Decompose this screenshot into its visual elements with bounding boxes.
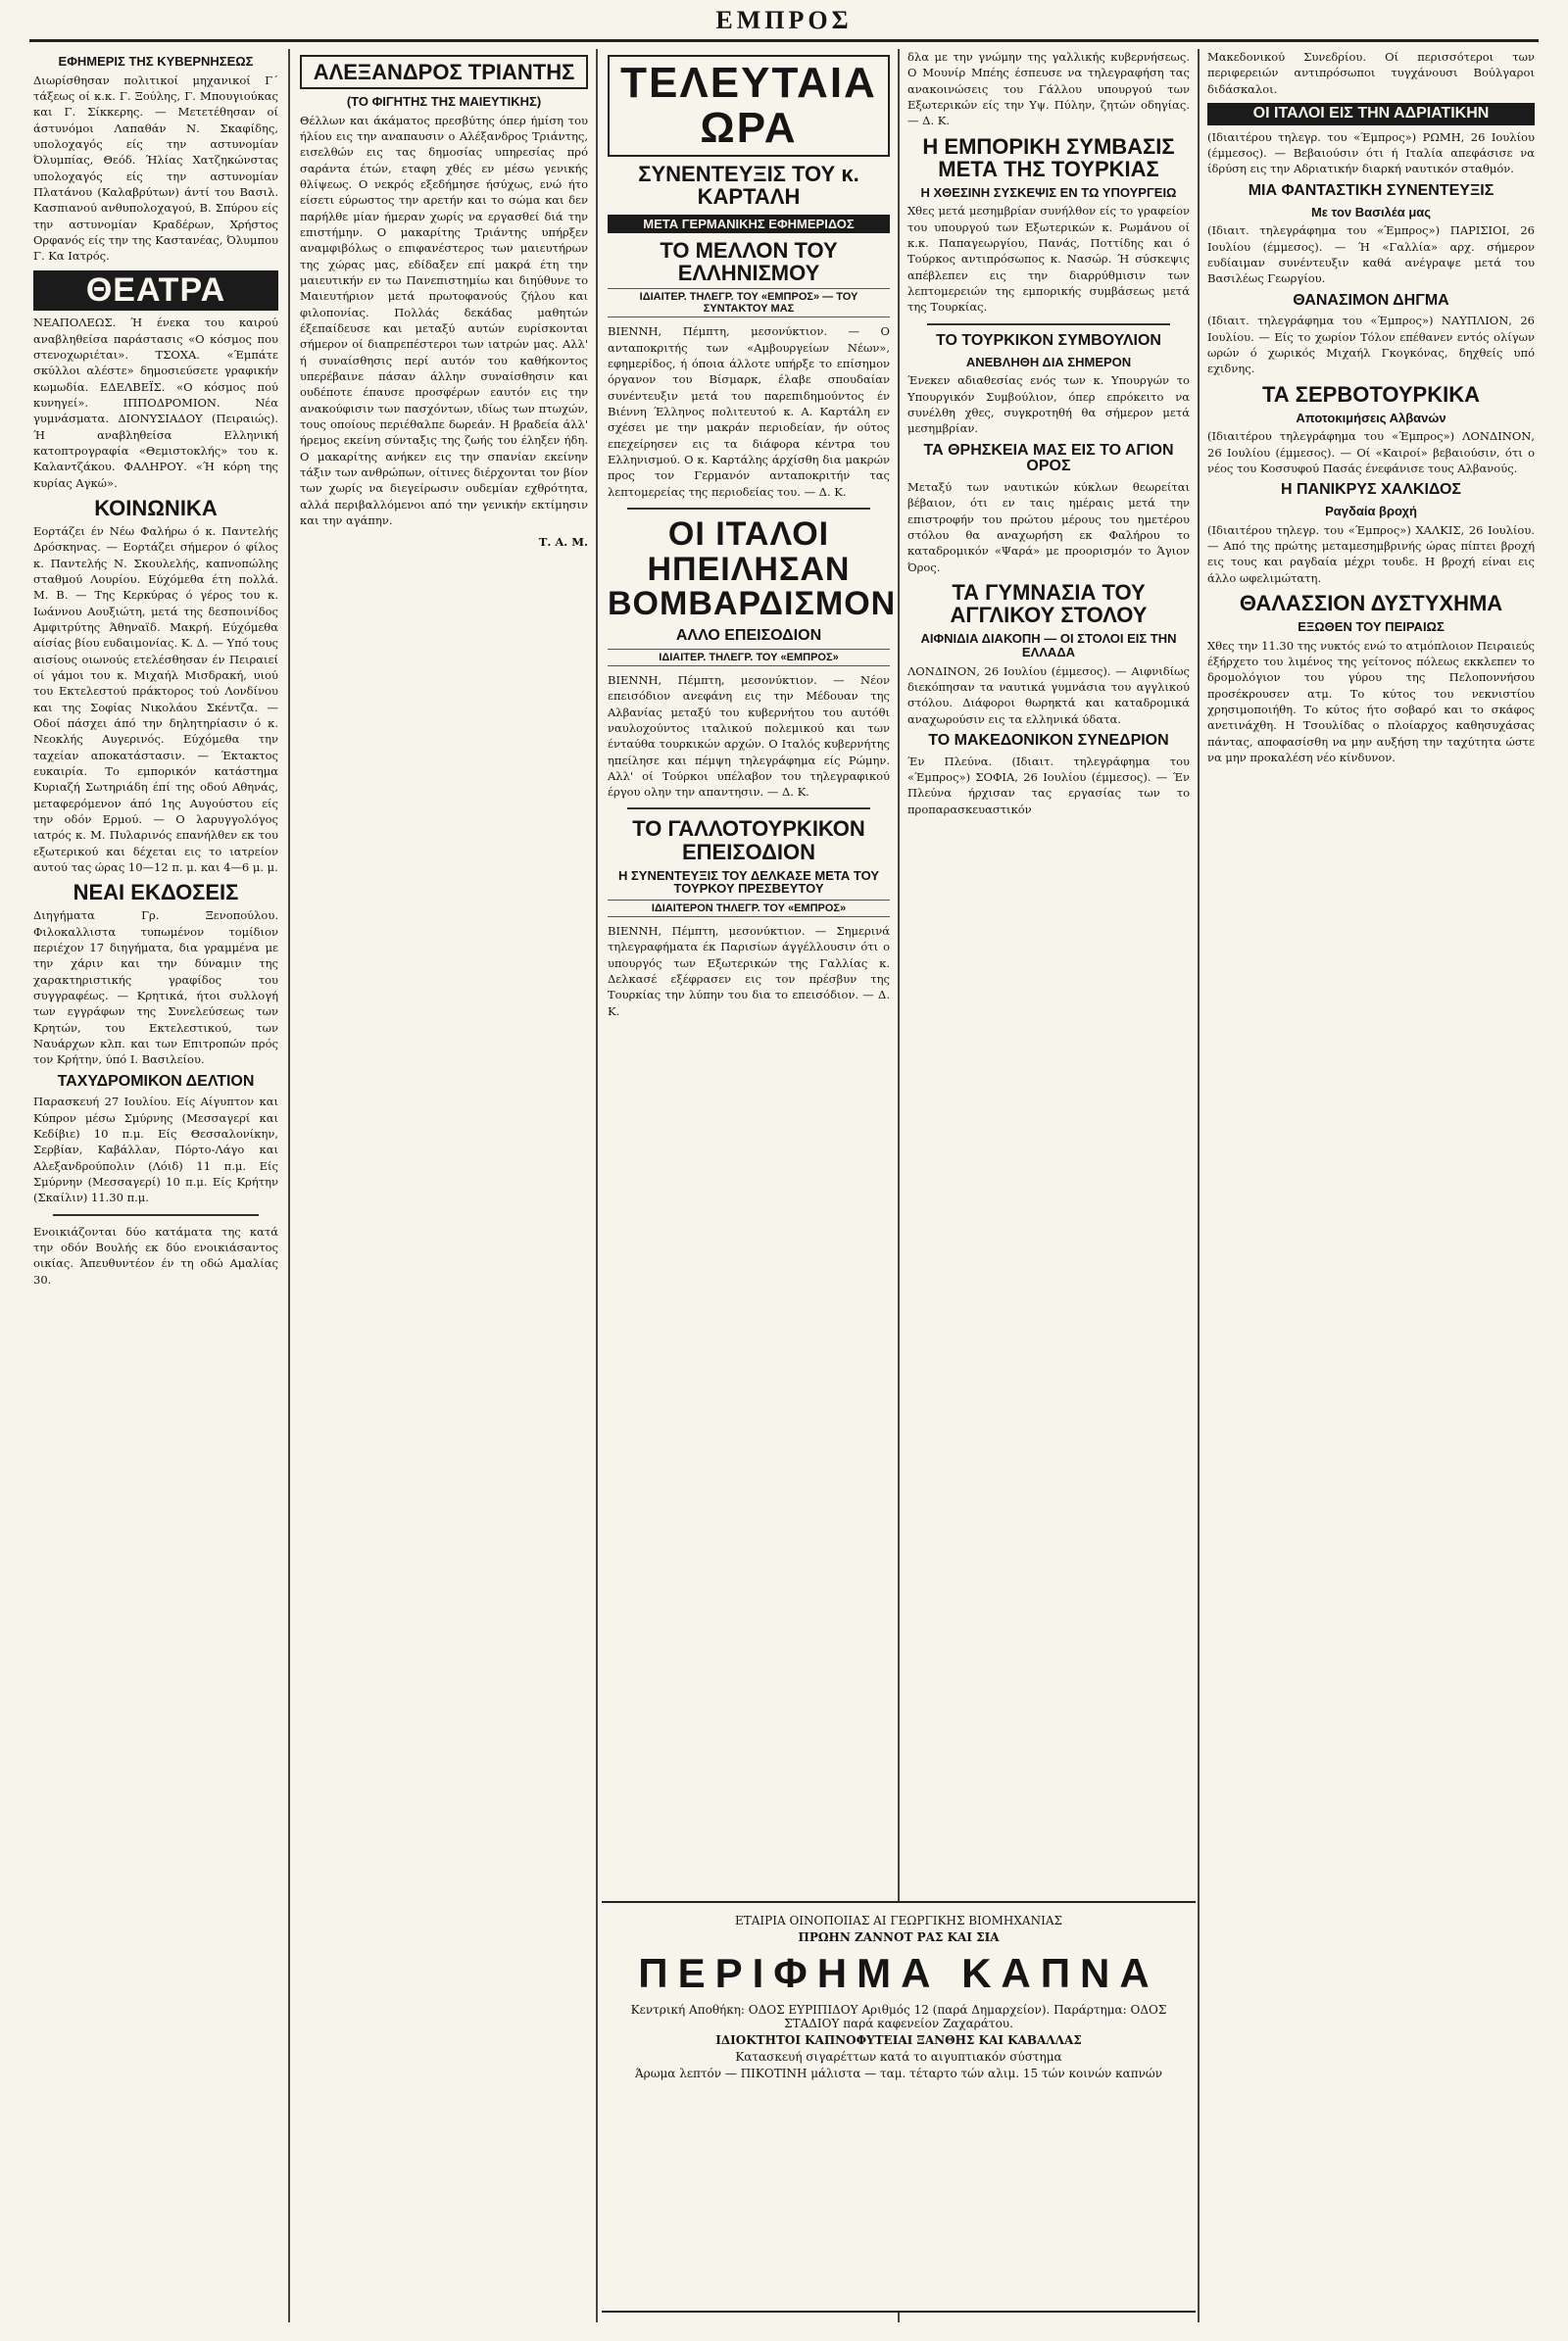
article-neai-ekdoseis: Διηγήματα Γρ. Ξενοπούλου. Φιλοκαλλιστα τυπωμένον τομίδιον περιέχον 17 διηγήματα, δια γραμμένα με την χάριν και την δύναμιν της χαρακτηριστικής γραφίδος του συγγραφέως. — Κρητικά, ήτοι συλλογή των εγγράφων της Συνελεύσεως των Κρητών, του Εκτελεστικού, των Ναυάρχων κλπ. και των Επιτροπών πρός τον Κρήτην, ύπό Ι. Βασιλείου.: [33, 908, 278, 1067]
subheading-triantis: (ΤΟ ΦΙΓΗΤΗΣ ΤΗΣ ΜΑΙΕΥΤΙΚΗΣ): [346, 94, 542, 110]
article-macedonian: Έν Πλεύνα. (Ιδιαιτ. τηλεγράφημα του «Έμπρος») ΣΟΦΙΑ, 26 Ιουλίου (έμμεσος). — Έν Πλεύνα ήρχισαν τας εργασίας των το προπαρασκευαστικόν: [907, 754, 1190, 816]
subheading-panic: Ραγδαία βροχή: [1325, 504, 1417, 519]
article-post: Παρασκευή 27 Ιουλίου. Είς Αίγυπτον και Κύπρον μέσω Σμύρνης (Μεσσαγερί και Κεδίβιε) 10 π.μ. Είς Θεσσαλονίκην, Σερβίαν, Καβάλλαν, Πόρτο-Λάγο και Αλεξανδρούπολιν (Λόιδ) 11 π.μ. Είς Σμύρνην (Μεσσαγερί) 10 π.μ. Είς Κρήτην (Σκαίλιν) 11.30 π.μ.: [33, 1095, 278, 1205]
ad-aroma: Άρωμα λεπτόν — ΠΙΚΟΤΙΝΗ μάλιστα — ταμ. τέταρτο τών αλιμ. 15 τών κοινών καπνών: [634, 2067, 1162, 2080]
ad-company: ΕΤΑΙΡΙΑ ΟΙΝΟΠΟΙΙΑΣ ΑΙ ΓΕΩΡΓΙΚΗΣ ΒΙΟΜΗΧΑΝΙΑΣ: [734, 1914, 1062, 1927]
heading-council: ΤΟ ΤΟΥΡΚΙΚΟΝ ΣΥΜΒΟΥΛΙΟΝ: [936, 331, 1161, 349]
ad-plantations: ΙΔΙΟΚΤΗΤΟΙ ΚΑΠΝΟΦΥΤΕΙΑΙ ΞΑΝΘΗΣ ΚΑΙ ΚΑΒΑΛΛΑΣ: [715, 2033, 1082, 2047]
article-adriatic: (Ιδιαιτέρου τηλεγρ. του «Έμπρος») ΡΩΜΗ, 26 Ιουλίου (έμμεσος). — Βεβαιούσιν ότι ή Ιταλία απεφάσισε να ίδρύση εις την Αδριατικήν διαρκή ναυτικόν σταθμόν.: [1207, 129, 1535, 176]
heading-last-hour: ΤΕΛΕΥΤΑΙΑ ΩΡΑ: [608, 55, 890, 157]
top-rule: [29, 39, 1539, 42]
article-trade: Χθες μετά μεσημβρίαν συνήλθον είς το γραφείον του υπουργού των Εξωτερικών κ. Ρωμάνου οί κ.κ. Παπαγεωργίου, Πανάς, Ποττίδης και ό Τούρκος αντιπρόσωπος κ. Νασώρ. Ή σύσκεψις απέβλεπεν εις την διαρρύθμισιν των λεπτομερειών της εμπορικής συμβάσεως μετά της Τουρκίας.: [907, 204, 1190, 315]
article-sea: Χθες την 11.30 της νυκτός ενώ το ατμόπλοιον Πειραιεύς έξήρχετο του λιμένος της γείτονος πόλεως εκκλεπεν το δρομολόγιον του γύρου της Πελοποννήσου προσέκρουσεν ατμ. Το κύτος του νεκνιστίου χρησιμοποιήθη. Το κύτος ήτο σοβαρό και το σκάφος ανετινάχθη. Η Τσουλίδας ο πλοίαρχος καθησυχάσας πάντας, αποφασίσθη να μην αυξήση την ταχύτητα ώστε να μην προκαλέση νέο κίνδυνον.: [1207, 638, 1535, 765]
article-ephemerides: Διωρίσθησαν πολιτικοί μηχανικοί Γ΄ τάξεως οί κ.κ. Γ. Ξούλης, Γ. Μπουγιούκας και Γ. Σίκκερης. — Μετετέθησαν οί άστυνόμοι Λαπαθάν Ν. Σκαφίδης, υπολοχαγός είς την αστυνομίαν Όλυμπίας, Θεόδ. Ήλίας Χατζηκώνστας υπολοχαγός είς την αστυνομίαν Πλατάνου (Καλαβρύτων) άντί του Βασιλ. Κασπιανού ανθυπολοχαγού, Β. Σπύρου είς την αστυνομίαν Κραδέρων, Χρήστος Ορφανός είς την της Καστανέας, Όλυμπου Γ. Κα Ιατρός.: [33, 73, 278, 264]
column-divider: [1198, 49, 1200, 2322]
subheading-fleet: ΑΙΦΝΙΔΙΑ ΔΙΑΚΟΠΗ — ΟΙ ΣΤΟΛΟΙ ΕΙΣ ΤΗΝ ΕΛΛΑΔΑ: [920, 631, 1177, 659]
article-fantastic: (Ιδιαιτ. τηλεγράφημα του «Έμπρος») ΠΑΡΙΣΙΟΙ, 26 Ιουλίου (έμμεσος). — Ή «Γαλλία» αρχ. σήμερον ευδίαιμαν συνέντευξιν καθά ανέγραψε μετά του Βασιλέως Γεωργίου.: [1207, 223, 1535, 286]
heading-koinonika: ΚΟΙΝΩΝΙΚΑ: [94, 495, 218, 520]
column-1: [27, 49, 284, 2322]
heading-triantis: ΑΛΕΞΑΝΔΡΟΣ ΤΡΙΑΝΤΗΣ: [300, 55, 588, 89]
article-death: (Ιδιαιτ. τηλεγράφημα του «Έμπρος») ΝΑΥΠΛΙΟΝ, 26 Ιουλίου. — Είς το χωρίον Τόλον επέθανεν εντός ολίγων ωρών ό χωρικός Μιχαήλ Γκογκόνας, δηχθείς υπό εχιδνης.: [1207, 314, 1535, 376]
article-gallo: ΒΙΕΝΝΗ, Πέμπτη, μεσονύκτιον. — Σημερινά τηλεγραφήματα έκ Παρισίων άγγέλλουσιν ότι ο υπουργός των Εξωτερικών της Γαλλίας κ. Δελκασέ εξέφρασεν εις τον πρέσβυν της Τουρκίας την λύπην του δια το επεισόδιον. — Δ. Κ.: [608, 923, 890, 1018]
ad-address: Κεντρική Αποθήκη: ΟΔΟΣ ΕΥΡΙΠΙΔΟΥ Αριθμός 12 (παρά Δημαρχείον). Παράρτημα: ΟΔΟΣ ΣΤΑΔΙΟΥ παρά καφενείον Ζαχαράτου.: [630, 2003, 1167, 2030]
heading-italoi: ΟΙ ΙΤΑΛΟΙ ΗΠΕΙΛΗΣΑΝ ΒΟΜΒΑΡΔΙΣΜΟΝ: [608, 515, 896, 623]
subheading-interview: ΜΕΤΑ ΓΕΡΜΑΝΙΚΗΣ ΕΦΗΜΕΡΙΔΟΣ: [608, 215, 890, 234]
article-serb: (Ιδιαιτέρου τηλεγράφημα του «Έμπρος») ΛΟΝΔΙΝΟΝ, 26 Ιουλίου (έμμεσος). — Οί «Καιροί» βεβαιούσιν, ότι ο νέος του Κοσσυφού Πασάς ένεφάνισε τους Αλβανούς.: [1207, 429, 1535, 476]
heading-adriatic: ΟΙ ΙΤΑΛΟΙ ΕΙΣ ΤΗΝ ΑΔΡΙΑΤΙΚΗΝ: [1207, 103, 1535, 125]
heading-panic: Η ΠΑΝΙΚΡΥΣ ΧΑΛΚΙΔΟΣ: [1280, 481, 1462, 499]
article-panic: (Ιδιαιτέρου τηλεγρ. του «Έμπρος») ΧΑΛΚΙΣ, 26 Ιουλίου. — Από της πρώτης μεταμεσημβρινής ώρας πίπτει βροχή εις τους και ραγδαία μέχρι τουδε. Η βροχή είναι εις άλλο ωφελιμώτατη.: [1207, 522, 1535, 585]
article-athos: Μεταξύ των ναυτικών κύκλων θεωρείται βέβαιον, ότι εν ταις ημέραις μετά την επιστροφήν του πρώτου μέρους του ημετέρου στόλου θα αναχωρήση εκ Φαλήρου το καταδρομικόν «Ψαρά» με προορισμόν το Άγιον Όρος.: [907, 480, 1190, 574]
ad-former: ΠΡΩΗΝ ΖΑΝΝΟΤ ΡΑΣ ΚΑΙ ΣΙΑ: [798, 1930, 1000, 1944]
subheading-fantastic: Με τον Βασιλέα μας: [1310, 204, 1432, 219]
heading-sea: ΘΑΛΑΣΣΙΟΝ ΔΥΣΤΥΧΗΜΑ: [1239, 591, 1503, 616]
article-future: ΒΙΕΝΝΗ, Πέμπτη, μεσονύκτιον. — Ο ανταποκριτής των «Αμβουργείων Νέων», εφημερίδος, ή όποια άλλοτε υπήρξε το επίσημον όργανον του Βίσμαρκ, έλαβε σπουδαίαν συνέντευξιν μετά του παρεπιδημούντος έν Βιέννη Έλληνος πολιτευτού κ. Α. Καρτάλη εν σχέσει με την μακράν περιοδείαν, ήν ούτος επεχείρησεν εις τα διάφορα κέντρα του Ελληνισμού. Ο κ. Καρτάλης άρχίσθη δια μακρών προς τον Γερμανόν ανταποκριτήν τας λεπτομερείας της περιοδείας του. — Δ. Κ.: [608, 324, 890, 499]
ad-title: ΠΕΡΙΦΗΜΑ ΚΑΠΝΑ: [638, 1950, 1159, 1996]
column-divider: [596, 49, 598, 2322]
article-fleet: ΛΟΝΔΙΝΟΝ, 26 Ιουλίου (έμμεσος). — Αιφνιδίως διεκόπησαν τα ναυτικά γυμνάσια του αγγλικού στόλου. Διάφοροι θωρηκτά και καταδρομικά αναχωρούσιν εις τα ελληνικά ύδατα.: [907, 663, 1190, 726]
divider: [53, 1214, 259, 1216]
heading-macedonian: ΤΟ ΜΑΚΕΔΟΝΙΚΟΝ ΣΥΝΕΔΡΙΟΝ: [928, 731, 1169, 749]
heading-theatra: ΘΕΑΤΡΑ: [33, 270, 278, 312]
column-2: [294, 49, 594, 2322]
divider: [627, 508, 870, 510]
heading-allo: ΑΛΛΟ ΕΠΕΙΣΟΔΙΟΝ: [675, 627, 822, 645]
signature: Τ. Α. Μ.: [538, 535, 588, 550]
heading-neai-ekdoseis: ΝΕΑΙ ΕΚΔΟΣΕΙΣ: [73, 880, 239, 905]
article-italoi: ΒΙΕΝΝΗ, Πέμπτη, μεσονύκτιον. — Νέον επεισόδιον ανεφάνη εις την Μέδουαν της Αλβανίας μεταξύ του κυβερνήτου του αυτόθι ναυλοχούντος ιταλικού πολεμικού και των ένταύθα τουρκικών αρχών. Ο Ιταλός κυβερνήτης ηπείλησε και πέμψη τηλεγράφημα είς Ρώμην. Αλλ' οί Τούρκοι υπέλαβον του τηλεγραφικού έργου ολην την απαντησιν. — Δ. Κ.: [608, 672, 890, 800]
heading-ephemerides: ΕΦΗΜΕΡΙΣ ΤΗΣ ΚΥΒΕΡΝΗΣΕΩΣ: [58, 54, 254, 69]
advertisement: [602, 1901, 1196, 2313]
classified-rent: Ενοικιάζονται δύο κατάματα της κατά την οδόν Βουλής εκ δύο ενοικιάσαντος οικίας. Άπευθυντέον έν τη οδώ Αμαλίας 30.: [33, 1224, 278, 1287]
divider: [927, 323, 1170, 325]
divider: [627, 807, 870, 809]
article-triantis: Θέλλων και άκάματος πρεσβύτης όπερ ήμίση του ήλίου εις την αναπαυσιν ο Αλέξανδρος Τριάντης, εισελθών εις τας δημοσίας υπηρεσίας πρό σαράντα έτών, εταφη χθές εν μέσω γενικής θλίψεως. Ο νεκρός εξεδήμησε ήσύχως, ενώ ήτο είσετι εύρωστος την αρετήν και το σώμα και δεν παρήλθε μίαν ήμεραν χωρίς να εργασθεί διά την επιστήμην. Ο μακαρίτης Τριάντης υπήρξεν αναμφιβόλως ο επιφανέστερος των μαιευτήρων της χώρας μας, εδίδαξεν επί μακρά έτη την μαιευτικήν εν τω Πανεπιστημίω και διηύθυνε το Μαιευτήριον μετά πρωτοφανούς ζήλου και φιλοπονίας. Πολλάς δεκάδας μαθητών έξεπαίδευσε και μεταξύ αυτών ευρίσκονται σήμερον οί διαπρεπέστεροι των ιατρών μας. Αλλ' ή συναίσθησις περί αυτόν του καθήκοντος υπερέβαινε πάσαν άλλην συναίσθησιν και ουδέποτε έπαυσε προσφέρων εαυτόν εις την ανακούφισιν των πασχόντων, ιδίως των πτωχών, τους οποίους περιέθαλπε δωρεάν. Η βραδεία άλλ' ήρεμος εκείνη σύνταξις της ζωής του έληξεν ήδη. Ο μακαρίτης ανήκεν εις την σπανίαν εκείνην τάξιν των ανθρώπων, οίτινες διέρχονται τον βίον των χωρίς να διεγείρωσιν ουδεμίαν εχθρότητα, αλλά περιβαλλόμενοι από την γενικήν εκτίμησιν και την αγάπην.: [300, 113, 588, 527]
heading-interview: ΣΥΝΕΝΤΕΥΞΙΣ ΤΟΥ κ. ΚΑΡΤΑΛΗ: [638, 162, 859, 210]
heading-serb: ΤΑ ΣΕΡΒΟΤΟΥΡΚΙΚΑ: [1261, 381, 1481, 407]
heading-athos: ΤΑ ΘΡΗΣΚΕΙΑ ΜΑΣ ΕΙΣ ΤΟ ΑΓΙΟΝ ΟΡΟΣ: [923, 441, 1174, 475]
subheading-trade: Η ΧΘΕΣΙΝΗ ΣΥΣΚΕΨΙΣ ΕΝ ΤΩ ΥΠΟΥΡΓΕΙΩ: [920, 184, 1177, 200]
masthead: ΕΜΠΡΟΣ: [715, 6, 853, 34]
subheading-sea: ΕΞΩΘΕΝ ΤΟΥ ΠΕΙΡΑΙΩΣ: [1298, 619, 1445, 635]
heading-death: ΘΑΝΑΣΙΜΟΝ ΔΗΓΜΑ: [1293, 291, 1449, 309]
dateline: ΙΔΙΑΙΤΕΡ. ΤΗΛΕΓΡ. ΤΟΥ «ΕΜΠΡΟΣ» — ΤΟΥ ΣΥΝΤΑΚΤΟΥ ΜΑΣ: [608, 288, 890, 317]
subheading-gallo: Η ΣΥΝΕΝΤΕΥΞΙΣ ΤΟΥ ΔΕΛΚΑΣΕ ΜΕΤΑ ΤΟΥ ΤΟΥΡΚΟΥ ΠΡΕΣΒΕΥΤΟΥ: [618, 867, 879, 897]
article-continued: δλα με την γνώμην της γαλλικής κυβερνήσεως. Ο Μουνίρ Μπέης έσπευσε να τηλεγραφήση τας ανακοινώσεις του Γάλλου υπουργού των Εξωτερικών είς την Υψ. Πύλην, ζητών οδηγίας. — Δ. Κ.: [907, 50, 1190, 128]
heading-future: ΤΟ ΜΕΛΛΟΝ ΤΟΥ ΕΛΛΗΝΙΣΜΟΥ: [660, 238, 838, 286]
column-5: [1201, 49, 1541, 2322]
article-continued: Μακεδονικού Συνεδρίου. Οί περισσότεροι των περιφερειών αντιπρόσωποι τυγχάνουσι Βούλγαροι διδάσκαλοι.: [1207, 50, 1535, 96]
article-council: Ένεκεν αδιαθεσίας ενός των κ. Υπουργών το Υπουργικόν Συμβούλιον, όπερ επρόκειτο να συνέλθη χθες, συγκροτηθή θα σήμερον μετά μεσημβρίαν.: [907, 373, 1190, 436]
dateline: ΙΔΙΑΙΤΕΡ. ΤΗΛΕΓΡ. ΤΟΥ «ΕΜΠΡΟΣ»: [608, 649, 890, 666]
heading-trade: Η ΕΜΠΟΡΙΚΗ ΣΥΜΒΑΣΙΣ ΜΕΤΑ ΤΗΣ ΤΟΥΡΚΙΑΣ: [922, 133, 1175, 181]
heading-post: ΤΑΧΥΔΡΟΜΙΚΟΝ ΔΕΛΤΙΟΝ: [57, 1072, 255, 1090]
dateline: ΙΔΙΑΙΤΕΡΟΝ ΤΗΛΕΓΡ. ΤΟΥ «ΕΜΠΡΟΣ»: [608, 900, 890, 917]
heading-gallo: ΤΟ ΓΑΛΛΟΤΟΥΡΚΙΚΟΝ ΕΠΕΙΣΟΔΙΟΝ: [632, 816, 865, 864]
column-divider: [288, 49, 290, 2322]
heading-fantastic: ΜΙΑ ΦΑΝΤΑΣΤΙΚΗ ΣΥΝΕΝΤΕΥΞΙΣ: [1248, 181, 1494, 199]
heading-fleet: ΤΑ ΓΥΜΝΑΣΙΑ ΤΟΥ ΑΓΓΛΙΚΟΥ ΣΤΟΛΟΥ: [950, 580, 1148, 628]
article-theatra: ΝΕΑΠΟΛΕΩΣ. Ή ένεκα του καιρού αναβληθείσα παράστασις «Ο κόσμος που στενοχωριέται». ΤΣΟΧΑ. «Έμπάτε σκύλλοι αλέστε» δημοσιεύσετε γραφικήν κωμωδία. ΕΔΕΛΒΕΪΣ. «Ο κόσμος πού κυνηγεί». ΙΠΠΟΔΡΟΜΙΟΝ. Νέα γυμνάσματα. ΔΙΟΝΥΣΙΑΔΟΥ (Πειραιώς). Ή αναβληθείσα Ελληνική κατοπτρογραφία «Θεμιστοκλής» του κ. Καλαντζάκου. ΦΑΛΗΡΟΥ. «Ή κόρη της κυρίας Αγκώ».: [33, 316, 278, 490]
article-koinonika: Εορτάζει έν Νέω Φαλήρω ό κ. Παντελής Δρόσκηνας. — Εορτάζει σήμερον ό φίλος κ. Παντελής Ν. Σκουλελής, καπνοπώλης σταθμού Λουρίου. Εύχόμεθα έτη πολλά. Μ. Β. — Της Κερκύρας ό γέρος του κ. Ιωάννου Αουξιώτη, μετά της δεσποινίδος Αμφιτρύτης Άθηναϊδ. Μακρή. Εύχόμεθα αίσίας βίου ευδαιμονίας. Κ. Δ. — Υπό τους αισίους οιωνούς ετελέσθησαν έν Πειραιεί οί γάμοι του κ. Μιχαήλ Μισδρακή, υιού του Εκτελεστού πράκτορος τού Λονδίνου και της Σοφίας Νικολάου Σκέντζα. — Οδοί πάσχει άπό την δηλητηρίασιν ό κ. Νεοκλής Αυγερινός. Εύχόμεθα την ταχείαν αποκατάστασιν. — Έκτακτος ευκαιρία. Το εμπορικόν κατάστημα Κυριαζή Σωτηριάδη έπί της οδού Αθηνάς, μεταφερόμενον άπό 1ης Αυγούστου είς την οδόν Ερμού. — Ο λαρυγγολόγος ιατρός κ. Μ. Πυλαρινός επανήλθεν εκ του εξωτερικού και δέχεται εις το ιατρείον αυτού τας ώρας 10—12 π. μ. και 4—6 μ. μ.: [33, 523, 278, 874]
ad-manufacture: Κατασκευή σιγαρέττων κατά το αιγυπτιακόν σύστημα: [735, 2050, 1062, 2064]
subheading-council: ΑΝΕΒΛΗΘΗ ΔΙΑ ΣΗΜΕΡΟΝ: [965, 354, 1132, 369]
subheading-serb: Αποτοκιμήσεις Αλβανών: [1296, 410, 1446, 425]
